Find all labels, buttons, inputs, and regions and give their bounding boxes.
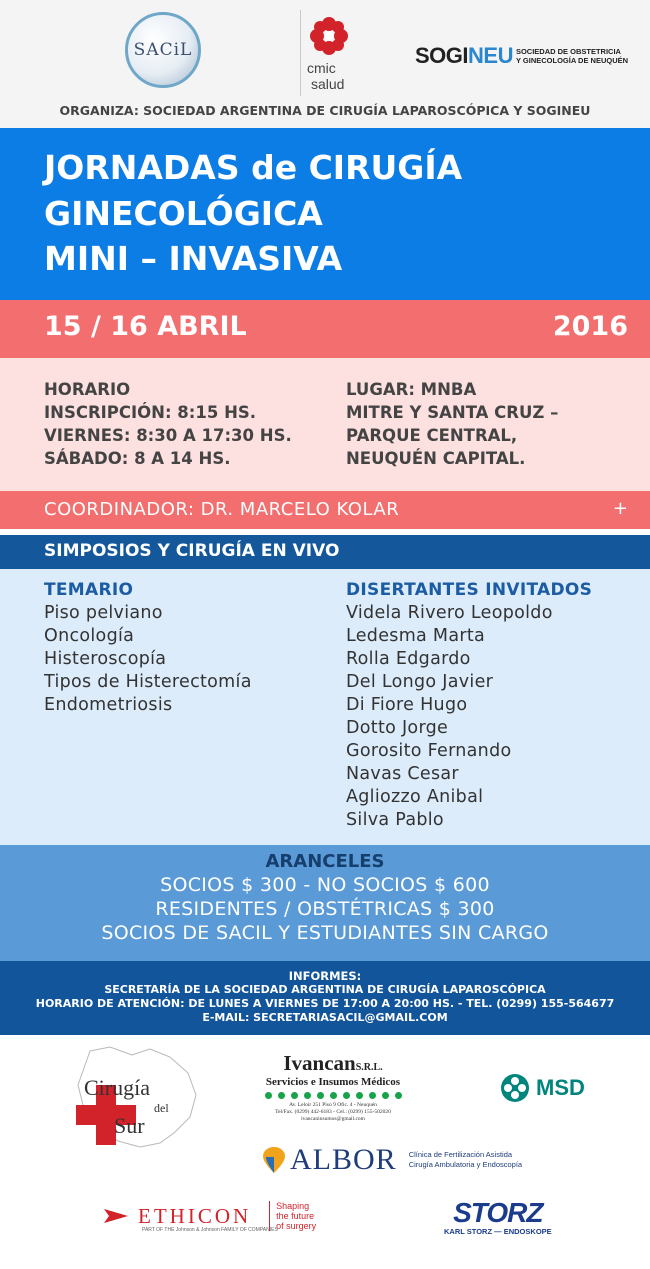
ethicon-tagline: Shaping the future of surgery	[269, 1201, 316, 1231]
karl-storz-logo	[444, 1199, 552, 1236]
speaker-item: Silva Pablo	[346, 810, 444, 830]
msd-text: MSD	[536, 1075, 585, 1100]
schedule-line: VIERNES: 8:30 A 17:30 HS.	[44, 426, 292, 445]
date-block	[0, 300, 650, 358]
sacil-logo	[125, 12, 201, 88]
event-title-line-2: GINECOLÓGICA	[44, 194, 323, 233]
schedule-line: INSCRIPCIÓN: 8:15 HS.	[44, 403, 257, 422]
speaker-item: Videla Rivero Leopoldo	[346, 603, 553, 623]
cmic-flower-icon	[307, 14, 351, 58]
symposium-bar	[0, 535, 650, 569]
event-title-line-3: MINI – INVASIVA	[44, 239, 343, 278]
topic-item: Histeroscopía	[44, 649, 167, 669]
symposium-heading: SIMPOSIOS Y CIRUGÍA EN VIVO	[44, 541, 340, 561]
sogineu-wordmark: SOGINEU	[415, 43, 513, 68]
ivancan-email: ivancaninsumos@gmail.com	[301, 1116, 365, 1122]
speaker-item: Del Longo Javier	[346, 672, 494, 692]
cmic-salud-text: salud	[311, 76, 345, 92]
event-title-line-1: JORNADAS de CIRUGÍA	[44, 148, 463, 187]
ethicon-logo	[104, 1201, 316, 1231]
coordinator-text: COORDINADOR: DR. MARCELO KOLAR	[44, 499, 400, 520]
msd-icon	[500, 1071, 530, 1105]
speaker-item: Rolla Edgardo	[346, 649, 471, 669]
fee-line: SOCIOS $ 300 - NO SOCIOS $ 600	[160, 874, 490, 896]
location-heading: LUGAR: MNBA	[346, 380, 477, 399]
albor-drop-icon	[262, 1147, 286, 1173]
fees-block	[0, 845, 650, 961]
topic-item: Piso pelviano	[44, 603, 163, 623]
storz-subtitle: KARL STORZ — ENDOSKOPE	[444, 1227, 552, 1236]
msd-logo	[500, 1071, 585, 1105]
speakers-column	[346, 579, 592, 832]
topics-speakers-block	[0, 569, 650, 845]
contact-email: E-MAIL: SECRETARIASACIL@GMAIL.COM	[202, 1011, 448, 1024]
ivancan-dots	[258, 1092, 408, 1099]
schedule-column	[44, 378, 292, 470]
schedule-line: SÁBADO: 8 A 14 HS.	[44, 449, 231, 468]
speaker-item: Navas Cesar	[346, 764, 459, 784]
ivancan-subtitle: Servicios e Insumos Médicos	[265, 1076, 401, 1088]
location-line: PARQUE CENTRAL,	[346, 426, 518, 445]
albor-description: Clínica de Fertilización Asistida Cirugía Ambulatoria y Endoscopía	[408, 1150, 523, 1169]
event-title-block	[0, 128, 650, 300]
fees-heading: ARANCELES	[265, 851, 385, 872]
sogineu-logo	[415, 40, 628, 72]
speaker-item: Dotto Jorge	[346, 718, 449, 738]
contact-line: SECRETARÍA DE LA SOCIEDAD ARGENTINA DE CIRUGÍA LAPAROSCÓPICA	[104, 983, 546, 996]
speaker-item: Ledesma Marta	[346, 626, 486, 646]
schedule-heading: HORARIO	[44, 380, 131, 399]
albor-logo	[262, 1143, 522, 1177]
topics-column	[44, 579, 252, 717]
ethicon-name: ETHICON	[138, 1203, 252, 1228]
cmic-logo	[300, 10, 358, 96]
event-days: 15 / 16 ABRIL	[44, 311, 247, 342]
ivancan-address: Av. Leloir 251 Piso 9 Ofic. 4 - Neuquén	[289, 1102, 377, 1108]
contact-block	[0, 961, 650, 1035]
sur-text: Sur	[114, 1113, 145, 1138]
ethicon-arrow-icon	[104, 1209, 128, 1223]
location-column	[346, 378, 558, 470]
ivancan-logo	[258, 1051, 408, 1123]
location-line: MITRE Y SANTA CRUZ –	[346, 403, 559, 422]
speaker-item: Gorosito Fernando	[346, 741, 512, 761]
schedule-location-block	[0, 358, 650, 491]
albor-name: ALBOR	[290, 1143, 397, 1176]
fee-line: RESIDENTES / OBSTÉTRICAS $ 300	[155, 898, 495, 920]
cmic-text: cmic	[307, 60, 336, 76]
header	[0, 0, 650, 128]
storz-name: STORZ	[453, 1197, 543, 1228]
organizer-line: ORGANIZA: SOCIEDAD ARGENTINA DE CIRUGÍA LAPAROSCÓPICA Y SOGINEU	[59, 103, 591, 118]
contact-heading: INFORMES:	[288, 969, 362, 983]
topics-heading: TEMARIO	[44, 580, 134, 600]
event-year: 2016	[552, 311, 628, 342]
location-line: NEUQUÉN CAPITAL.	[346, 449, 526, 468]
ethicon-subtitle: PART OF THE Johnson & Johnson FAMILY OF COMPANIES	[142, 1227, 278, 1233]
sogineu-description: SOCIEDAD DE OBSTETRICIA Y GINECOLOGÍA DE NEUQUÉN	[515, 47, 629, 65]
contact-line: HORARIO DE ATENCIÓN: DE LUNES A VIERNES DE 17:00 A 20:00 HS. - TEL. (0299) 155-564677	[35, 997, 615, 1010]
coordinator-bar	[0, 491, 650, 529]
speaker-item: Agliozzo Anibal	[346, 787, 484, 807]
del-text: del	[154, 1101, 169, 1115]
topic-item: Endometriosis	[44, 695, 173, 715]
topic-item: Tipos de Histerectomía	[44, 672, 252, 692]
ivancan-phone: Tel/Fax. (0299) 442-6183 - Cel.: (0299) 155-502020	[275, 1109, 391, 1115]
topic-item: Oncología	[44, 626, 135, 646]
sacil-logo-text: SACiL	[133, 40, 193, 60]
speaker-item: Di Fiore Hugo	[346, 695, 468, 715]
fee-line: SOCIOS DE SACIL Y ESTUDIANTES SIN CARGO	[101, 922, 549, 944]
cirugia-text: Cirugía	[84, 1075, 150, 1100]
sponsors-area	[0, 1035, 650, 1269]
ivancan-name: IvancanS.R.L.	[283, 1051, 383, 1075]
cirugia-del-sur-logo	[70, 1043, 210, 1153]
plus-icon: +	[612, 498, 628, 519]
speakers-heading: DISERTANTES INVITADOS	[346, 580, 593, 600]
